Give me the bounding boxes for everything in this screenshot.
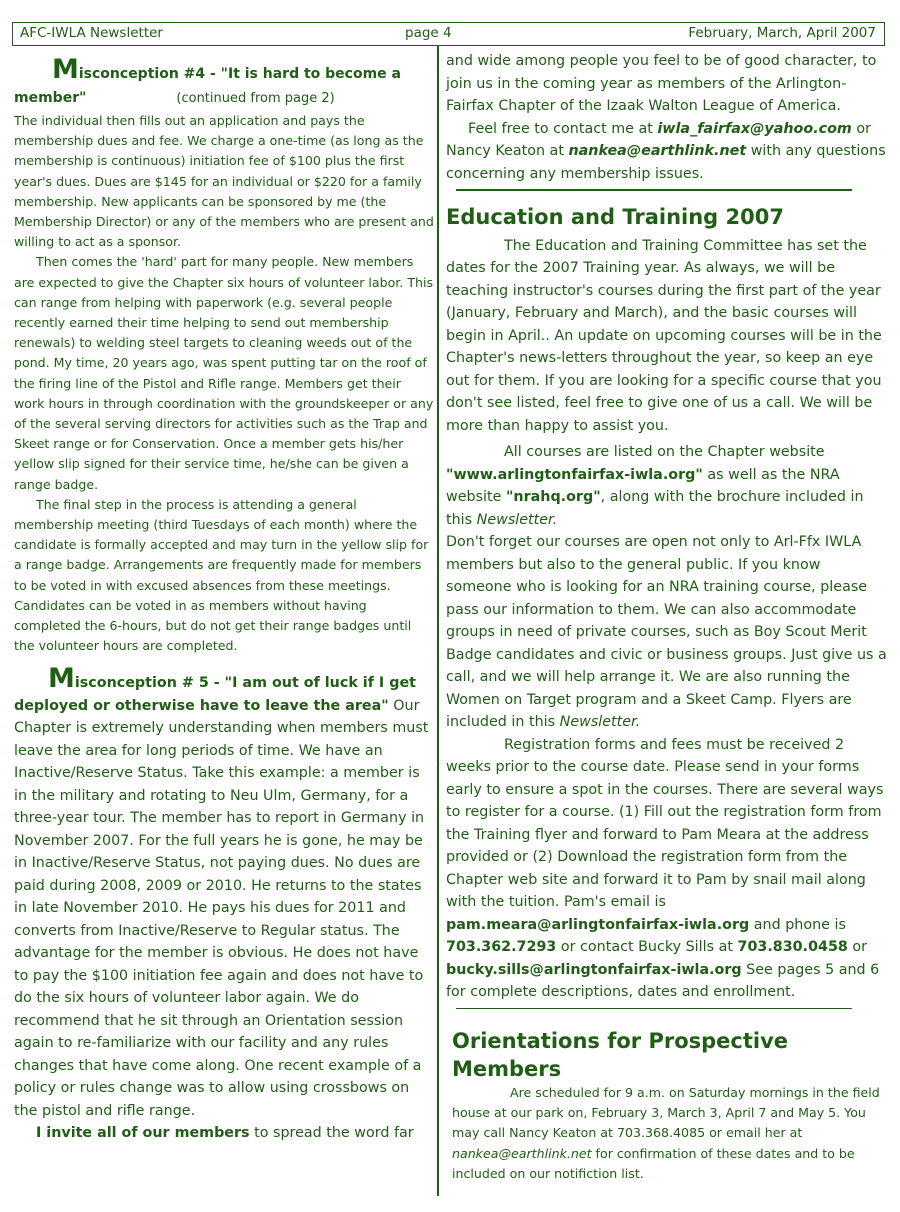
email-link-5[interactable]: nankea@earthlink.net <box>452 1145 592 1161</box>
email-link-4[interactable]: bucky.sills@arlingtonfairfax-iwla.org <box>446 961 742 978</box>
m4-paragraph-3: The final step in the process is attending a general membership meeting (third Tuesdays of each month) where the candidate is formally accepted and may turn in the yellow slip for a range badge. Arrangements are frequently made for members to be voted in with excused absences from these meetings. Candidates can be voted in as members without having completed the 6-hours, but do not get their range badges until the volunteer hours are completed. <box>14 496 429 654</box>
m5-paragraph-1: Our Chapter is extremely understanding when members must leave the area for long periods of time. We have an Inactive/Reserve Status. Take this example: a member is in the military and rotating to Neu Ulm, Germany, for a three-year tour. The member has to report in Germany in November 2007. For the full years he is gone, he may be in Inactive/Reserve Status, not paying dues. No dues are paid during 2008, 2009 or 2010. He returns to the states in late November 2010. He pays his dues for 2011 and converts from Inactive/Reserve to Regular status. The advantage for the member is obvious. He does not have to pay the $100 initiation fee again and does not have to do the six hours of volunteer labor again. We do recommend that he sit through an Orientation session again to re-familiarize with our facility and any rules changes that have come along. One recent example of a policy or rules change was to allow using crossbows on the pistol and rifle range. <box>14 697 429 1119</box>
phone-2: 703.830.0458 <box>737 939 848 955</box>
membership-cont-paragraph-2: Feel free to contact me at iwla_fairfax@yahoo.com or Nancy Keaton at nankea@earthlink.net with any questions concerning any membership issues. <box>446 120 886 182</box>
m4-paragraph-1: The individual then fills out an application and pays the membership dues and fee. We charge a one-time (as long as the membership is continuous) initiation fee of $100 plus the first year's dues. Dues are $145 for an individual or $220 for a family membership. New applicants can be sponsored by me (the Membership Director) or any of the members who are present and willing to act as a sponsor. <box>14 113 434 250</box>
misconception-5-block <box>14 663 434 1122</box>
newsletter-header <box>12 22 885 46</box>
email-link-2[interactable]: nankea@earthlink.net <box>568 143 747 159</box>
email-link-1[interactable]: iwla_fairfax@yahoo.com <box>657 120 852 137</box>
misconception-4-heading-cont: member" <box>14 90 87 106</box>
column-divider <box>437 46 439 1196</box>
orientations-title: Orientations for Prospective Members <box>452 1029 789 1081</box>
edu-paragraph-2: All courses are listed on the Chapter website "www.arlingtonfairfax-iwla.org" as well as the NRA website "nrahq.org", along with the brochure included in this Newsletter. <box>446 444 864 528</box>
m5-paragraph-2: I invite all of our members to spread the word far <box>36 1125 414 1142</box>
website-link-2[interactable]: "nrahq.org" <box>505 489 601 505</box>
right-column <box>446 50 888 1184</box>
edu-paragraph-4: Registration forms and fees must be received 2 weeks prior to the course date. Please send in your forms early to ensure a spot in the courses. There are several ways to register for a course. (1) Fill out the registration form from the Training flyer and forward to Pam Meara at the address provided or (2) Download the registration form from the Chapter web site and forward it to Pam by snail mail along with the tuition. Pam's email is pam.meara@arlingtonfairfax-iwla.org and phone is 703.362.7293 or contact Bucky Sills at 703.830.0458 or bucky.sills@arlingtonfairfax-iwla.org See pages 5 and 6 for complete descriptions, dates and enrollment. <box>446 736 884 1000</box>
m4-paragraph-2: Then comes the 'hard' part for many people. New members are expected to give the Chapter six hours of volunteer labor. This can range from helping with paperwork (e.g. several people recently earned their time helping to send out membership renewals) to welding steel targets to cleaning weeds out of the pond. My time, 20 years ago, was spent putting tar on the roof of the firing line of the Pistol and Rifle range. Members get their work hours in through coordination with the groundskeeper or any of the several serving directors for activities such as the Trap and Skeet range or for Conservation. Once a member gets his/her yellow slip signed for their service time, he/she can be given a range badge. <box>14 254 434 492</box>
orient-paragraph: Are scheduled for 9 a.m. on Saturday mornings in the field house at our park on, February 3, March 3, April 7 and May 5. You may call Nancy Keaton at 703.368.4085 or email her at nankea@earthlink.net for confirmation of these dates and to be included on our notifiction list. <box>452 1085 880 1181</box>
education-title: Education and Training 2007 <box>446 204 784 229</box>
membership-cont-paragraph-1: and wide among people you feel to be of good character, to join us in the coming year as members of the Arlington-Fairfax Chapter of the Izaak Walton League of America. <box>446 53 877 114</box>
edu-paragraph-3: Don't forget our courses are open not only to Arl-Ffx IWLA members but also to the general public. If you know someone who is looking for an NRA training course, please pass our information to them. We can also accommodate groups in need of private courses, such as Boy Scout Merit Badge candidates and civic or business groups. Just give us a call, and we will help arrange it. We are also running the Women on Target program and a Skeet Camp. Flyers are included in this Newsletter. <box>446 534 887 730</box>
drop-letter-2: M <box>48 663 75 695</box>
misconception-4-heading: Misconception #4 - "It is hard to become a <box>52 54 401 85</box>
email-link-3[interactable]: pam.meara@arlingtonfairfax-iwla.org <box>446 916 750 933</box>
continued-note: (continued from page 2) <box>176 91 335 106</box>
issue-date: February, March, April 2007 <box>688 25 876 41</box>
left-column <box>14 54 434 1145</box>
website-link-1[interactable]: "www.arlingtonfairfax-iwla.org" <box>446 466 703 483</box>
drop-letter: M <box>52 54 79 85</box>
page-number: page 4 <box>405 25 452 41</box>
edu-paragraph-1: The Education and Training Committee has set the dates for the 2007 Training year. As always, we will be teaching instructor's courses during the first part of the year (January, February and March), and the basic courses will begin in April.. An update on upcoming courses will be in the Chapter's news-letters throughout the year, so keep an eye out for them. If you are looking for a specific course that you don't see listed, feel free to give one of us a call. We will be more than happy to assist you. <box>446 237 882 434</box>
phone-1: 703.362.7293 <box>446 939 557 955</box>
misconception-5-heading: isconception # 5 - "I am out of luck if I get deployed or otherwise have to leave the area" <box>14 675 416 714</box>
newsletter-name: AFC-IWLA Newsletter <box>20 25 163 41</box>
